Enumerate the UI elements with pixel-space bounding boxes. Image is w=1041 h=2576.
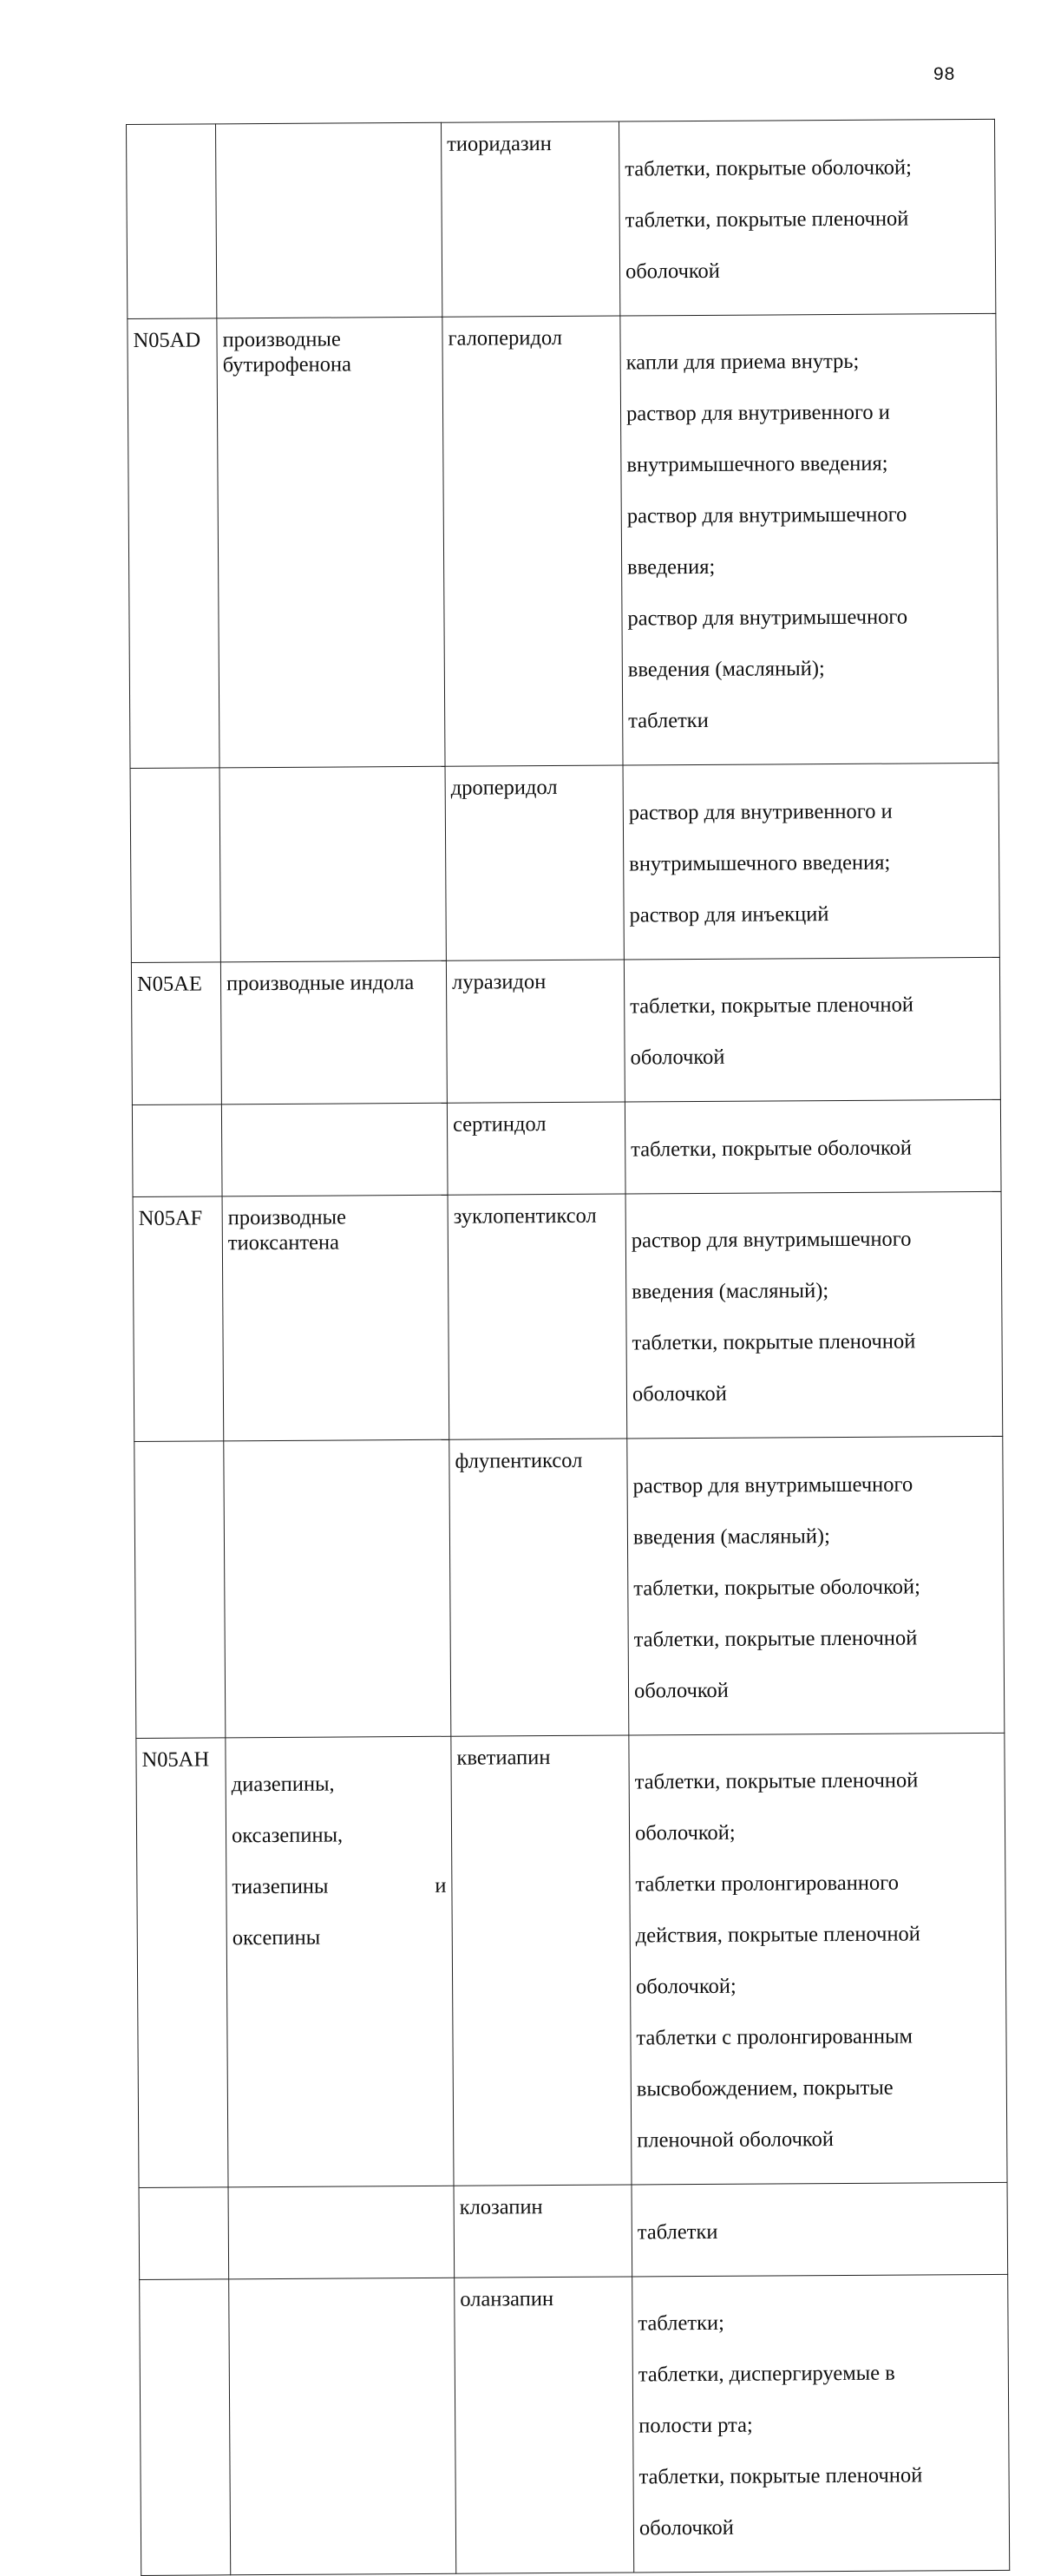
dosage-form-line: действия, покрытые пленочной [635,1922,920,1948]
atc-code-cell [127,124,217,318]
atc-code-cell: N05AH [136,1737,228,2187]
dosage-form-line: введения; [627,554,716,580]
group-cell [219,766,446,961]
dosage-form-line: таблетки; [638,2311,724,2336]
drug-name-cell: кветиапин [451,1734,632,2186]
atc-code-cell [132,1104,222,1196]
dosage-form-line: раствор для внутримышечного [631,1227,912,1253]
drug-name-cell: клозапин [454,2185,632,2278]
dosage-form-line: полости рта; [638,2413,753,2438]
table-row [128,313,998,769]
table-row [131,957,1000,1105]
group-line: оксепины [232,1925,321,1950]
dosage-forms-cell [625,1191,1003,1439]
dosage-form-line: оболочкой [625,259,720,283]
dosage-forms-cell [623,763,999,959]
group-cell [221,1103,448,1196]
dosage-form-line: таблетки, покрытые пленочной [632,1329,916,1355]
dosage-form-line: раствор для инъекций [629,901,829,927]
dosage-form-line: внутримышечного введения; [626,451,888,477]
atc-code-cell [134,1441,226,1738]
group-cell [224,1439,451,1737]
group-cell [226,1736,454,2187]
dosage-form-line: оболочкой [630,1045,725,1070]
drug-table [126,119,1010,2576]
dosage-form-line: капли для приема внутрь; [625,349,860,375]
dosage-form-line: таблетки [628,708,709,733]
drug-name-cell: тиоридазин [441,121,619,317]
dosage-form-line: раствор для внутримышечного [627,605,908,631]
dosage-forms-cell [632,2182,1008,2276]
drug-name-cell: галоперидол [442,316,623,767]
group-cell [229,2278,456,2575]
dosage-form-line: введения (масляный); [627,657,825,682]
dosage-form-line: введения (масляный); [632,1524,830,1549]
dosage-form-line: таблетки, покрытые пленочной [625,206,909,232]
dosage-form-line: таблетки [637,2219,718,2244]
dosage-form-line: раствор для внутривенного и [628,799,893,824]
dosage-form-line: таблетки, покрытые пленочной [633,1625,918,1651]
table-row [134,1436,1005,1738]
group-cell: производные бутирофенона [217,317,445,768]
atc-code-cell: N05AD [128,318,219,768]
group-line: оксазепины, [231,1823,344,1848]
dosage-form-line: оболочкой [632,1381,727,1406]
table-row [139,2182,1008,2279]
atc-code-cell: N05AE [131,961,221,1104]
dosage-form-line: введения (масляный); [632,1279,829,1304]
atc-code-cell: N05AF [133,1196,224,1441]
dosage-form-line: таблетки, диспергируемые в [638,2361,895,2387]
dosage-form-line: высвобождением, покрытые [636,2075,894,2101]
atc-code-cell [130,768,220,962]
dosage-forms-cell [625,1099,1001,1193]
dosage-form-line: оболочкой; [634,1820,736,1845]
group-cell: производные тиоксантена [222,1195,449,1441]
drug-name-cell: сертиндол [447,1102,625,1195]
dosage-form-line: оболочкой [638,2515,734,2540]
dosage-forms-cell [632,2274,1010,2573]
dosage-forms-cell [629,1733,1007,2185]
dosage-form-line: раствор для внутримышечного [626,502,907,528]
group-cell [216,122,442,318]
atc-code-cell [139,2187,229,2279]
dosage-forms-cell [620,313,998,765]
table-row [140,2274,1010,2576]
dosage-forms-cell [627,1436,1005,1734]
table-row [136,1733,1007,2188]
atc-code-cell [140,2278,231,2575]
dosage-forms-cell [624,957,1000,1102]
table-row [130,763,999,962]
dosage-form-line: таблетки, покрытые пленочной [638,2463,923,2489]
dosage-form-line: оболочкой [633,1678,729,1702]
table-row [133,1191,1003,1442]
drug-name-cell: оланзапин [455,2276,634,2573]
group-word: тиазепины [232,1874,329,1899]
dosage-form-line: таблетки с пролонгированным [636,2024,913,2050]
drug-name-cell: зуклопентиксол [448,1194,627,1440]
dosage-form-line: таблетки, покрытые пленочной [630,993,913,1019]
drug-name-cell: луразидон [446,960,625,1104]
dosage-form-line: таблетки пролонгированного [635,1871,899,1897]
group-cell: производные индола [220,960,447,1104]
group-word: и [435,1873,447,1898]
dosage-forms-cell [619,119,995,315]
table-row [127,119,996,318]
drug-name-cell: флупентиксол [449,1439,629,1736]
dosage-form-line: таблетки, покрытые оболочкой; [625,154,912,180]
dosage-form-line: раствор для внутримышечного [632,1472,913,1498]
dosage-form-line: оболочкой; [636,1974,737,1999]
table-row [132,1099,1001,1196]
dosage-form-line: раствор для внутривенного и [625,400,890,426]
dosage-form-line: таблетки, покрытые оболочкой [631,1135,913,1161]
page-number: 98 [933,64,956,84]
dosage-form-line: таблетки, покрытые оболочкой; [633,1574,920,1600]
drug-name-cell: дроперидол [445,765,624,960]
dosage-form-line: внутримышечного введения; [629,850,891,875]
group-line [232,1873,446,1900]
group-line: диазепины, [231,1772,335,1797]
dosage-form-line: пленочной оболочкой [637,2127,834,2153]
group-cell [228,2186,455,2278]
dosage-form-line: таблетки, покрытые пленочной [634,1768,919,1794]
